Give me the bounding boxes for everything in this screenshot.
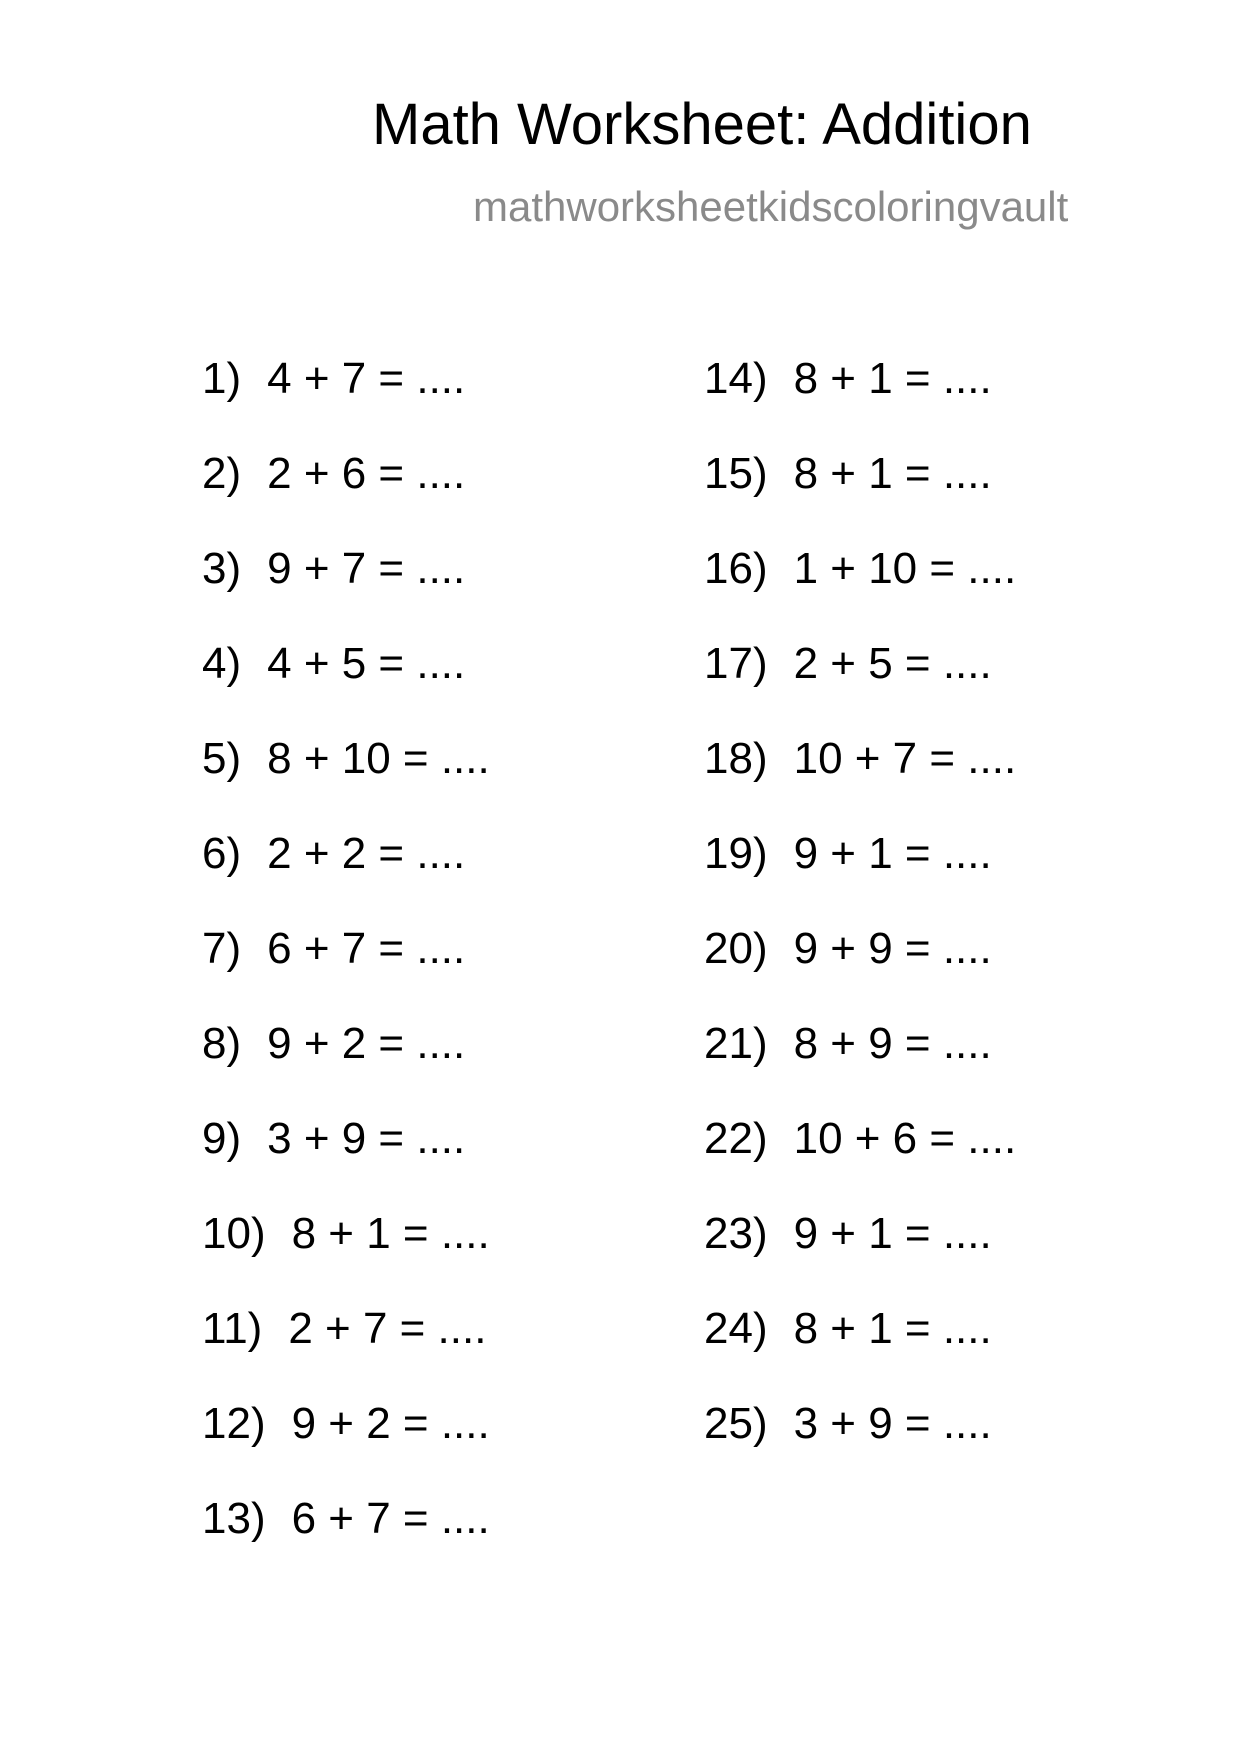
problem-number: 25) bbox=[704, 1399, 768, 1448]
problem-number: 2) bbox=[202, 449, 242, 498]
problem-number: 5) bbox=[202, 734, 242, 783]
problem-expression: 9 + 1 = .... bbox=[793, 829, 992, 878]
problem-item bbox=[202, 1209, 490, 1304]
problem-expression: 10 + 6 = .... bbox=[793, 1114, 1017, 1163]
problem-expression: 8 + 10 = .... bbox=[267, 734, 490, 783]
problem-expression: 8 + 1 = .... bbox=[793, 354, 992, 403]
problem-number: 3) bbox=[202, 544, 242, 593]
problem-number: 13) bbox=[202, 1494, 266, 1543]
problem-expression: 9 + 2 = .... bbox=[267, 1019, 466, 1068]
problem-item bbox=[704, 639, 1016, 734]
problem-item bbox=[704, 1209, 1016, 1304]
problem-item bbox=[202, 734, 490, 829]
problem-item bbox=[202, 1494, 490, 1589]
problem-number: 12) bbox=[202, 1399, 266, 1448]
problem-item bbox=[202, 1399, 490, 1494]
problem-item bbox=[202, 1019, 490, 1114]
problem-item bbox=[704, 544, 1016, 639]
problem-item bbox=[202, 1304, 490, 1399]
problem-item bbox=[202, 354, 490, 449]
problem-expression: 9 + 2 = .... bbox=[291, 1399, 490, 1448]
problem-number: 11) bbox=[202, 1304, 263, 1353]
problem-expression: 8 + 1 = .... bbox=[793, 449, 992, 498]
problem-item bbox=[704, 734, 1016, 829]
problem-column-left bbox=[202, 354, 490, 1589]
problem-expression: 6 + 7 = .... bbox=[267, 924, 466, 973]
problem-expression: 2 + 7 = .... bbox=[288, 1304, 487, 1353]
problem-expression: 9 + 7 = .... bbox=[267, 544, 466, 593]
problem-number: 9) bbox=[202, 1114, 242, 1163]
problem-expression: 2 + 2 = .... bbox=[267, 829, 466, 878]
problem-number: 14) bbox=[704, 354, 768, 403]
problem-number: 18) bbox=[704, 734, 768, 783]
problem-expression: 4 + 7 = .... bbox=[267, 354, 466, 403]
problem-item bbox=[202, 449, 490, 544]
problem-item bbox=[202, 829, 490, 924]
problem-item bbox=[704, 829, 1016, 924]
problem-number: 10) bbox=[202, 1209, 266, 1258]
page-subtitle: mathworksheetkidscoloringvault bbox=[473, 183, 1069, 230]
problem-number: 21) bbox=[704, 1019, 768, 1068]
problem-expression: 2 + 5 = .... bbox=[793, 639, 992, 688]
problem-item bbox=[704, 1399, 1016, 1494]
problem-item bbox=[704, 449, 1016, 544]
problem-expression: 8 + 1 = .... bbox=[291, 1209, 490, 1258]
problem-item bbox=[704, 1304, 1016, 1399]
problem-number: 7) bbox=[202, 924, 242, 973]
problem-expression: 8 + 1 = .... bbox=[793, 1304, 992, 1353]
problem-number: 6) bbox=[202, 829, 242, 878]
problem-item bbox=[202, 1114, 490, 1209]
problem-expression: 3 + 9 = .... bbox=[267, 1114, 466, 1163]
problem-expression: 9 + 1 = .... bbox=[793, 1209, 992, 1258]
problem-item bbox=[704, 1019, 1016, 1114]
problem-item bbox=[704, 354, 1016, 449]
problem-item bbox=[202, 924, 490, 1019]
problem-number: 8) bbox=[202, 1019, 242, 1068]
problem-item bbox=[704, 924, 1016, 1019]
problem-expression: 6 + 7 = .... bbox=[291, 1494, 490, 1543]
problem-number: 16) bbox=[704, 544, 768, 593]
problem-number: 22) bbox=[704, 1114, 768, 1163]
problem-item bbox=[704, 1114, 1016, 1209]
problem-number: 17) bbox=[704, 639, 768, 688]
problem-expression: 9 + 9 = .... bbox=[793, 924, 992, 973]
problem-number: 1) bbox=[202, 354, 242, 403]
problem-number: 24) bbox=[704, 1304, 768, 1353]
problem-expression: 2 + 6 = .... bbox=[267, 449, 466, 498]
problem-number: 20) bbox=[704, 924, 768, 973]
problem-number: 4) bbox=[202, 639, 242, 688]
problem-expression: 10 + 7 = .... bbox=[793, 734, 1017, 783]
problem-expression: 4 + 5 = .... bbox=[267, 639, 466, 688]
problem-item bbox=[202, 639, 490, 734]
page-title: Math Worksheet: Addition bbox=[372, 92, 1032, 157]
problem-number: 19) bbox=[704, 829, 768, 878]
problem-column-right bbox=[704, 354, 1016, 1494]
problem-expression: 8 + 9 = .... bbox=[793, 1019, 992, 1068]
problem-number: 23) bbox=[704, 1209, 768, 1258]
problem-expression: 3 + 9 = .... bbox=[793, 1399, 992, 1448]
problem-item bbox=[202, 544, 490, 639]
problem-expression: 1 + 10 = .... bbox=[793, 544, 1017, 593]
problem-number: 15) bbox=[704, 449, 768, 498]
